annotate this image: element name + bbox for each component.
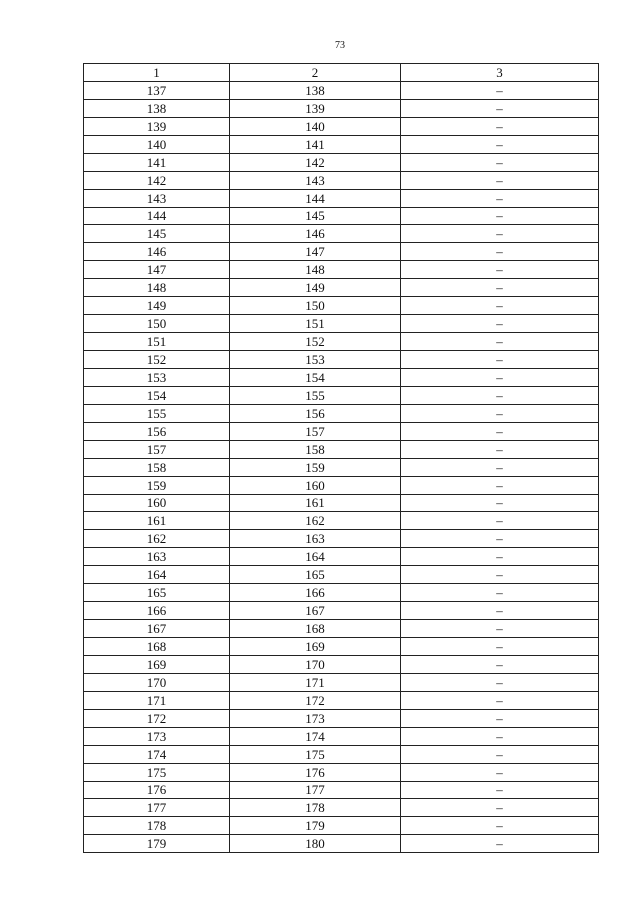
table-cell-col-1: 169 [84,655,230,673]
table-cell-col-2: 158 [230,440,401,458]
table-cell-col-2: 143 [230,171,401,189]
table-row [84,243,599,261]
data-table [83,63,599,853]
table-cell-col-2: 146 [230,225,401,243]
table-cell-col-3: – [401,351,599,369]
table-row [84,315,599,333]
table-cell-col-1: 157 [84,440,230,458]
table-cell-col-1: 155 [84,404,230,422]
table-row [84,691,599,709]
table-row [84,153,599,171]
table-row [84,404,599,422]
table-cell-col-3: – [401,512,599,530]
table-row [84,297,599,315]
column-header-3: 3 [401,64,599,82]
table-cell-col-2: 141 [230,135,401,153]
table-row [84,261,599,279]
table-cell-col-1: 178 [84,817,230,835]
table-row [84,422,599,440]
table-cell-col-3: – [401,745,599,763]
column-header-1: 1 [84,64,230,82]
table-cell-col-1: 165 [84,584,230,602]
table-cell-col-3: – [401,404,599,422]
table-row [84,638,599,656]
table-row [84,655,599,673]
table-body [84,81,599,852]
table-cell-col-1: 162 [84,530,230,548]
table-cell-col-1: 174 [84,745,230,763]
table-cell-col-3: – [401,368,599,386]
table-row [84,81,599,99]
table-row [84,458,599,476]
table-cell-col-1: 160 [84,494,230,512]
table-cell-col-3: – [401,422,599,440]
table-cell-col-2: 160 [230,476,401,494]
table-row [84,135,599,153]
table-row [84,225,599,243]
table-cell-col-2: 144 [230,189,401,207]
table-cell-col-3: – [401,440,599,458]
table-cell-col-2: 142 [230,153,401,171]
table-cell-col-1: 150 [84,315,230,333]
table-cell-col-2: 155 [230,386,401,404]
table-cell-col-3: – [401,781,599,799]
table-row [84,673,599,691]
column-header-2: 2 [230,64,401,82]
table-cell-col-3: – [401,584,599,602]
table-cell-col-3: – [401,315,599,333]
table-cell-col-1: 137 [84,81,230,99]
table-cell-col-3: – [401,709,599,727]
table-cell-col-1: 151 [84,333,230,351]
table-cell-col-1: 173 [84,727,230,745]
table-cell-col-3: – [401,171,599,189]
table-row [84,386,599,404]
table-cell-col-3: – [401,476,599,494]
table-cell-col-1: 141 [84,153,230,171]
table-cell-col-3: – [401,655,599,673]
table-cell-col-2: 153 [230,351,401,369]
table-cell-col-2: 152 [230,333,401,351]
table-cell-col-2: 150 [230,297,401,315]
table-cell-col-1: 143 [84,189,230,207]
table-cell-col-1: 144 [84,207,230,225]
table-cell-col-1: 139 [84,117,230,135]
table-row [84,333,599,351]
table-cell-col-2: 180 [230,835,401,853]
table-cell-col-1: 147 [84,261,230,279]
table-cell-col-3: – [401,727,599,745]
table-cell-col-2: 165 [230,566,401,584]
table-cell-col-1: 140 [84,135,230,153]
table-row [84,476,599,494]
table-cell-col-2: 147 [230,243,401,261]
table-row [84,171,599,189]
table-row [84,189,599,207]
table-cell-col-2: 173 [230,709,401,727]
table-row [84,763,599,781]
table-cell-col-2: 145 [230,207,401,225]
table-cell-col-1: 166 [84,602,230,620]
table-cell-col-3: – [401,691,599,709]
table-row [84,584,599,602]
table-cell-col-2: 174 [230,727,401,745]
table-row [84,207,599,225]
table-cell-col-3: – [401,261,599,279]
table-cell-col-2: 159 [230,458,401,476]
table-cell-col-1: 142 [84,171,230,189]
table-cell-col-3: – [401,566,599,584]
table-cell-col-3: – [401,817,599,835]
table-cell-col-3: – [401,494,599,512]
table-cell-col-3: – [401,548,599,566]
table-cell-col-3: – [401,99,599,117]
table-cell-col-1: 164 [84,566,230,584]
table-cell-col-1: 138 [84,99,230,117]
table-cell-col-1: 171 [84,691,230,709]
table-row [84,620,599,638]
table-row [84,602,599,620]
table-cell-col-3: – [401,530,599,548]
table-cell-col-2: 178 [230,799,401,817]
header-row [84,64,599,82]
table-cell-col-2: 162 [230,512,401,530]
table-cell-col-2: 161 [230,494,401,512]
table-row [84,548,599,566]
table-cell-col-3: – [401,386,599,404]
table-cell-col-3: – [401,799,599,817]
table-row [84,709,599,727]
table-cell-col-2: 171 [230,673,401,691]
table-cell-col-1: 172 [84,709,230,727]
table-cell-col-1: 168 [84,638,230,656]
table-cell-col-2: 170 [230,655,401,673]
table-cell-col-3: – [401,458,599,476]
table-cell-col-2: 140 [230,117,401,135]
table-cell-col-2: 179 [230,817,401,835]
table-cell-col-1: 176 [84,781,230,799]
table-cell-col-3: – [401,225,599,243]
table-cell-col-1: 156 [84,422,230,440]
table-row [84,781,599,799]
table-cell-col-2: 166 [230,584,401,602]
table-cell-col-3: – [401,153,599,171]
table-cell-col-1: 159 [84,476,230,494]
table-cell-col-2: 167 [230,602,401,620]
table-row [84,817,599,835]
table-cell-col-2: 138 [230,81,401,99]
table-cell-col-2: 164 [230,548,401,566]
table-row [84,799,599,817]
table-cell-col-1: 145 [84,225,230,243]
table-cell-col-2: 156 [230,404,401,422]
table-cell-col-3: – [401,638,599,656]
table-cell-col-2: 139 [230,99,401,117]
table-row [84,440,599,458]
table-row [84,368,599,386]
table-cell-col-2: 169 [230,638,401,656]
table-cell-col-3: – [401,835,599,853]
table-cell-col-2: 157 [230,422,401,440]
table-row [84,117,599,135]
table-cell-col-2: 151 [230,315,401,333]
table-row [84,351,599,369]
table-row [84,99,599,117]
table-row [84,512,599,530]
table-row [84,494,599,512]
table-cell-col-1: 167 [84,620,230,638]
table-cell-col-3: – [401,189,599,207]
table-row [84,727,599,745]
table-cell-col-3: – [401,620,599,638]
table-cell-col-1: 153 [84,368,230,386]
table-cell-col-3: – [401,243,599,261]
table-row [84,835,599,853]
table-cell-col-3: – [401,279,599,297]
page-number: 73 [335,40,345,51]
table-row [84,279,599,297]
table-cell-col-1: 158 [84,458,230,476]
table-cell-col-3: – [401,763,599,781]
table-cell-col-2: 168 [230,620,401,638]
table-cell-col-3: – [401,207,599,225]
table-cell-col-2: 176 [230,763,401,781]
table-cell-col-1: 152 [84,351,230,369]
table-cell-col-3: – [401,135,599,153]
table-row [84,745,599,763]
table-cell-col-2: 172 [230,691,401,709]
table-row [84,530,599,548]
table-cell-col-2: 148 [230,261,401,279]
table-cell-col-1: 161 [84,512,230,530]
table-cell-col-2: 163 [230,530,401,548]
table-header [84,64,599,82]
table-cell-col-2: 149 [230,279,401,297]
table-cell-col-2: 154 [230,368,401,386]
table-cell-col-3: – [401,81,599,99]
table-cell-col-3: – [401,602,599,620]
table-cell-col-1: 146 [84,243,230,261]
table-cell-col-1: 179 [84,835,230,853]
table-cell-col-1: 149 [84,297,230,315]
table-cell-col-1: 170 [84,673,230,691]
table-cell-col-1: 177 [84,799,230,817]
table-cell-col-2: 177 [230,781,401,799]
table-cell-col-3: – [401,673,599,691]
table-cell-col-2: 175 [230,745,401,763]
table-cell-col-1: 175 [84,763,230,781]
table-cell-col-1: 163 [84,548,230,566]
table-cell-col-3: – [401,333,599,351]
table-cell-col-3: – [401,117,599,135]
table-row [84,566,599,584]
table-cell-col-1: 154 [84,386,230,404]
table-cell-col-3: – [401,297,599,315]
table-cell-col-1: 148 [84,279,230,297]
